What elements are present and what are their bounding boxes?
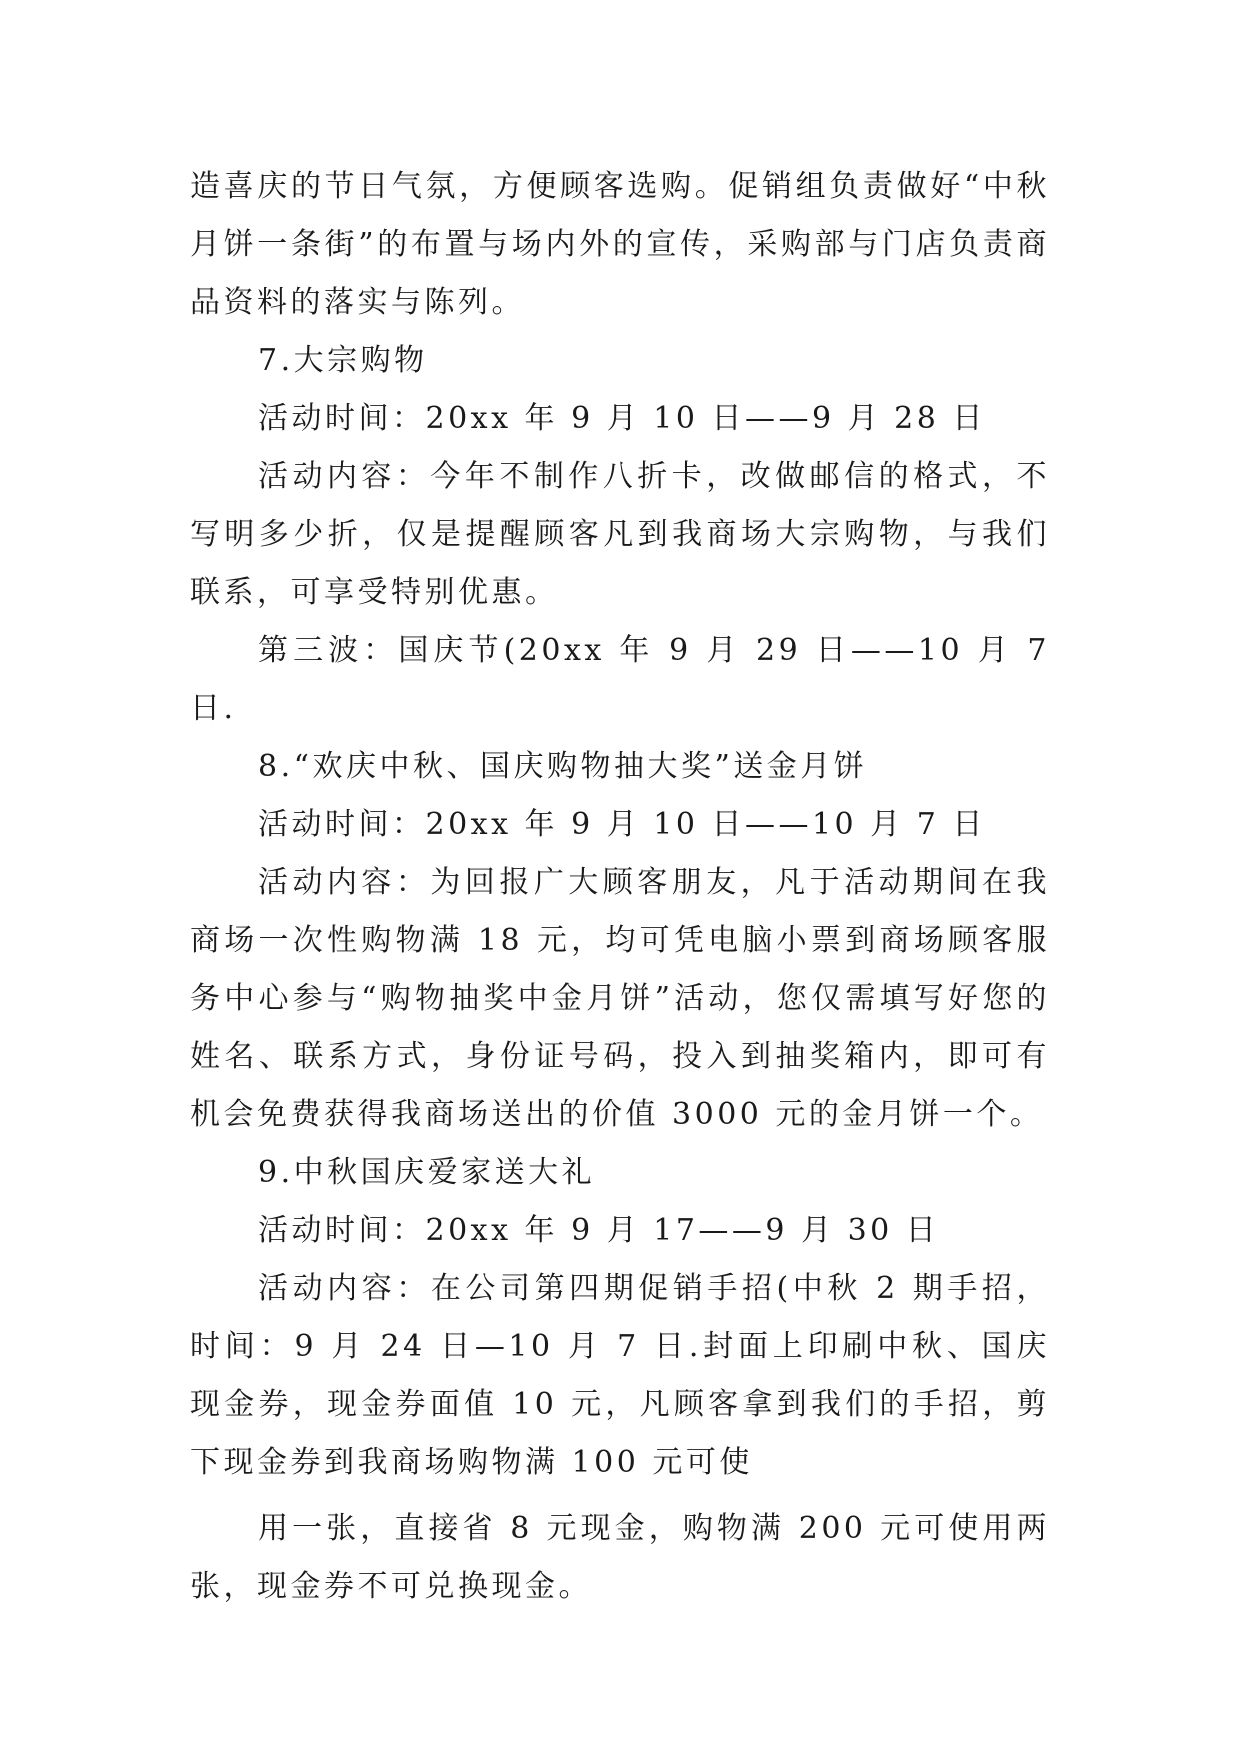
- activity-time-9: 活动时间：20xx 年 9 月 17——9 月 30 日: [258, 1213, 940, 1248]
- activity-time-7: 活动时间：20xx 年 9 月 10 日——9 月 28 日: [258, 401, 986, 436]
- heading-item-8: 8.“欢庆中秋、国庆购物抽大奖”送金月饼: [258, 749, 868, 784]
- document-body: [190, 158, 1050, 1616]
- activity-content-9: 活动内容：在公司第四期促销手招(中秋 2 期手招，时间：9 月 24 日—10 月 7 日.封面上印刷中秋、国庆现金券，现金券面值 10 元，凡顾客拿到我们的手招，剪下现金券到我商场购物满 100 元可使: [190, 1271, 1050, 1480]
- paragraph-continuation: 造喜庆的节日气氛，方便顾客选购。促销组负责做好“中秋月饼一条街”的布置与场内外的宣传，采购部与门店负责商品资料的落实与陈列。: [190, 169, 1050, 320]
- phase-three-heading: 第三波：国庆节(20xx 年 9 月 29 日——10 月 7 日.: [190, 633, 1050, 726]
- heading-item-7: 7.大宗购物: [258, 343, 428, 378]
- heading-item-9: 9.中秋国庆爱家送大礼: [258, 1155, 596, 1190]
- activity-content-7: 活动内容：今年不制作八折卡，改做邮信的格式，不写明多少折，仅是提醒顾客凡到我商场大宗购物，与我们联系，可享受特别优惠。: [190, 459, 1050, 610]
- activity-content-9-continued: 用一张，直接省 8 元现金，购物满 200 元可使用两张，现金券不可兑换现金。: [190, 1511, 1050, 1604]
- activity-time-8: 活动时间：20xx 年 9 月 10 日——10 月 7 日: [258, 807, 986, 842]
- activity-content-8: 活动内容：为回报广大顾客朋友，凡于活动期间在我商场一次性购物满 18 元，均可凭电脑小票到商场顾客服务中心参与“购物抽奖中金月饼”活动，您仅需填写好您的姓名、联系方式，身份证号码，投入到抽奖箱内，即可有机会免费获得我商场送出的价值 3000 元的金月饼一个。: [190, 865, 1050, 1132]
